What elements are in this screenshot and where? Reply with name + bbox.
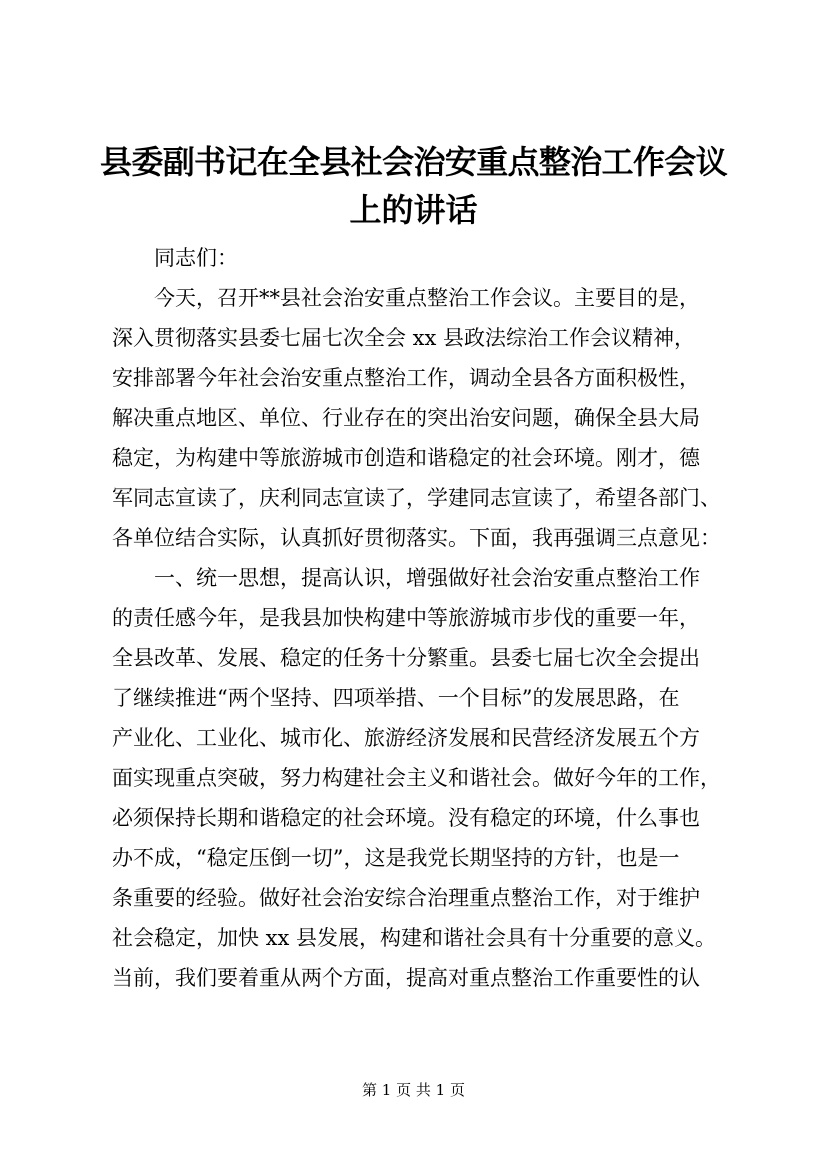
salutation: 同志们： xyxy=(154,246,238,270)
text-line: 安排部署今年社会治安重点整治工作，调动全县各方面积极性， xyxy=(112,366,700,390)
text-line: 必须保持长期和谐稳定的社会环境。没有稳定的环境，什么事也 xyxy=(112,806,700,830)
text-line: 各单位结合实际，认真抓好贯彻落实。下面，我再强调三点意见： xyxy=(112,526,721,550)
text-line: 了继续推进“两个坚持、四项举措、一个目标”的发展思路，在 xyxy=(112,686,680,710)
text-line: 深入贯彻落实县委七届七次全会 xx 县政法综治工作会议精神， xyxy=(112,326,696,350)
title-line-2: 上的讲话 xyxy=(349,191,478,229)
title-line-1: 县委副书记在全县社会治安重点整治工作会议 xyxy=(100,143,728,181)
text-line: 的责任感今年，是我县加快构建中等旅游城市步伐的重要一年， xyxy=(112,606,700,630)
text-line: 社会稳定，加快 xx 县发展，构建和谐社会具有十分重要的意义。 xyxy=(112,926,717,950)
document-title xyxy=(100,138,727,234)
text-line: 今天，召开**县社会治安重点整治工作会议。主要目的是， xyxy=(154,286,700,310)
text-line: 条重要的经验。做好社会治安综合治理重点整治工作，对于维护 xyxy=(112,886,700,910)
text-line: 面实现重点突破，努力构建社会主义和谐社会。做好今年的工作， xyxy=(112,766,721,790)
document-body xyxy=(112,238,737,998)
section-heading: 一、统一思想，提高认识，增强做好社会治安重点整治工作 xyxy=(154,566,700,590)
text-line: 产业化、工业化、城市化、旅游经济发展和民营经济发展五个方 xyxy=(112,726,700,750)
page-footer: 第 1 页 共 1 页 xyxy=(362,1081,465,1099)
text-line: 军同志宣读了，庆利同志宣读了，学建同志宣读了，希望各部门、 xyxy=(112,486,721,510)
text-line: 全县改革、发展、稳定的任务十分繁重。县委七届七次全会提出 xyxy=(112,646,700,670)
text-line: 稳定，为构建中等旅游城市创造和谐稳定的社会环境。刚才，德 xyxy=(112,446,700,470)
text-line: 解决重点地区、单位、行业存在的突出治安问题，确保全县大局 xyxy=(112,406,700,430)
text-line: 当前，我们要着重从两个方面，提高对重点整治工作重要性的认 xyxy=(112,966,700,990)
text-line: 办不成，“稳定压倒一切”，这是我党长期坚持的方针，也是一 xyxy=(112,846,680,870)
